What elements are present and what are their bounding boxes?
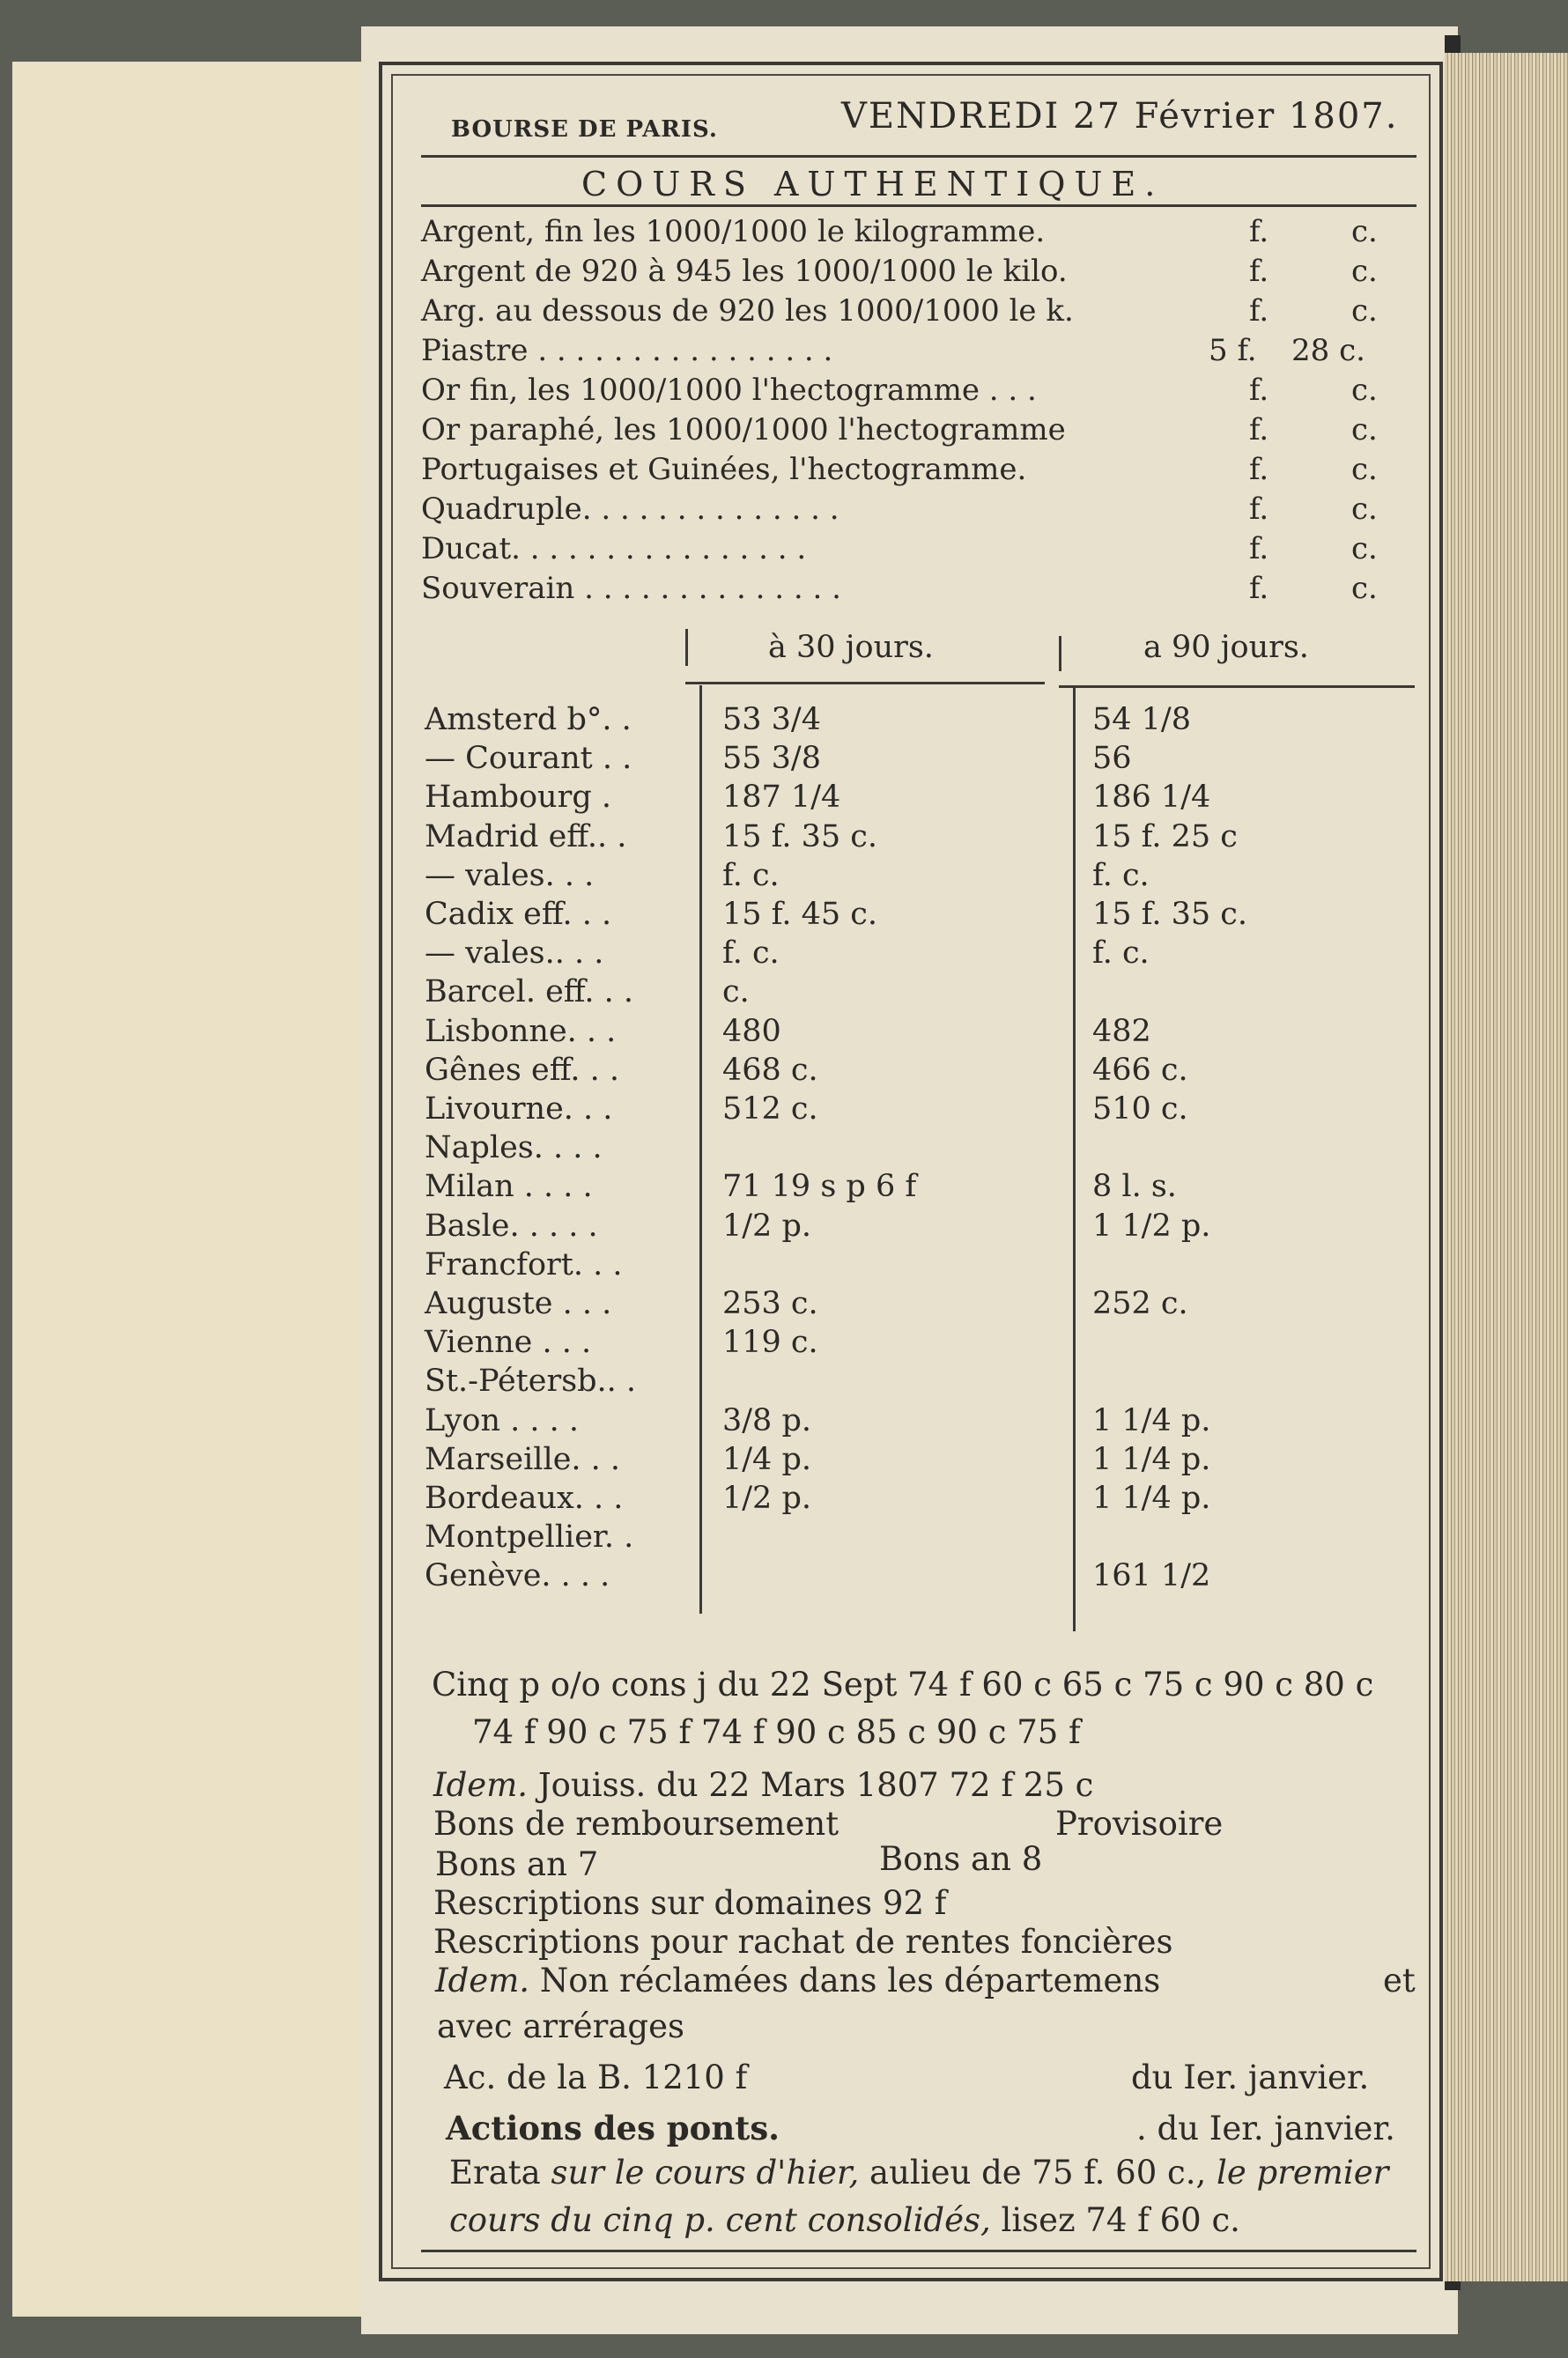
exchange-place: Montpellier. . — [425, 1519, 634, 1555]
rate-30-days: 253 c. — [722, 1286, 818, 1321]
metal-label: Portugaises et Guinées, l'hectogramme. — [421, 452, 1027, 487]
exchange-place: Gênes eff. . . — [425, 1053, 619, 1088]
metal-label: Ducat. . . . . . . . . . . . . . . . — [421, 531, 807, 566]
rate-30-days: 3/8 p. — [722, 1403, 811, 1438]
bottom-rule — [421, 2250, 1416, 2252]
rate-30-days: 71 19 s p 6 f — [722, 1169, 917, 1204]
col-90-header: a 90 jours. — [1143, 630, 1309, 665]
rate-90-days: f. c. — [1092, 858, 1150, 893]
rate-30-days: 1/2 p. — [722, 1481, 811, 1516]
rate-30-days: 119 c. — [722, 1325, 818, 1360]
metal-label: Or paraphé, les 1000/1000 l'hectogramme — [421, 412, 1066, 447]
errata-lisez: lisez 74 f 60 c. — [1001, 2201, 1240, 2239]
metal-label: Souverain . . . . . . . . . . . . . . — [421, 571, 841, 606]
exchange-place: Madrid eff.. . — [425, 819, 627, 854]
metal-centimes: c. — [1351, 452, 1378, 487]
header-right: VENDREDI 27 Février 1807. — [841, 96, 1399, 137]
non-reclamees-text: Non réclamées dans les départemens — [539, 1962, 1161, 1999]
page-edges — [1445, 53, 1568, 2281]
exchange-place: St.-Pétersb.. . — [425, 1364, 637, 1399]
exchange-place: — vales.. . . — [425, 935, 604, 971]
exchange-place: Marseille. . . — [425, 1442, 621, 1477]
metal-francs: f. — [1249, 412, 1269, 447]
et-word: et — [1383, 1962, 1416, 1999]
rate-90-days: 161 1/2 — [1092, 1558, 1211, 1593]
rescriptions-domaines: Rescriptions sur domaines 92 f — [433, 1884, 947, 1922]
metal-centimes: c. — [1351, 531, 1378, 566]
title-rule — [421, 204, 1416, 207]
exchange-place: — Courant . . — [425, 741, 632, 776]
actions-des-ponts: Actions des ponts. — [446, 2109, 780, 2147]
metal-centimes: c. — [1351, 293, 1378, 329]
rate-30-days: 1/2 p. — [722, 1209, 811, 1244]
errata-premier: le premier — [1217, 2154, 1389, 2192]
actions-ponts-date: . du Ier. janvier. — [1136, 2110, 1395, 2147]
metal-francs: f. — [1249, 452, 1269, 487]
rate-90-days: 1 1/4 p. — [1092, 1442, 1211, 1477]
errata-line-2 — [449, 2201, 1240, 2239]
header-left: BOURSE DE PARIS. — [451, 116, 718, 143]
action-banque: Ac. de la B. 1210 f — [444, 2059, 748, 2096]
rescriptions-rachat: Rescriptions pour rachat de rentes foncières — [433, 1923, 1173, 1961]
col-30-header: à 30 jours. — [768, 630, 934, 665]
rate-30-days: 15 f. 35 c. — [722, 819, 878, 854]
col-divider-top-right — [1059, 636, 1061, 671]
rate-30-days: 15 f. 45 c. — [722, 897, 878, 932]
metal-centimes: 28 c. — [1291, 333, 1365, 368]
idem-jouiss-text: Jouiss. du 22 Mars 1807 72 f 25 c — [537, 1766, 1094, 1804]
rate-30-days: 512 c. — [722, 1091, 818, 1127]
rate-90-days: 1 1/4 p. — [1092, 1403, 1211, 1438]
rate-90-days: 466 c. — [1092, 1053, 1188, 1088]
metal-francs: f. — [1249, 571, 1269, 606]
bons-an-8: Bons an 8 — [879, 1840, 1043, 1878]
exchange-place: Livourne. . . — [425, 1091, 613, 1127]
metal-francs: f. — [1249, 373, 1269, 408]
rate-30-days: c. — [722, 974, 750, 1009]
exchange-place: Cadix eff. . . — [425, 897, 612, 932]
metal-francs: f. — [1249, 492, 1269, 527]
bons-an-7: Bons an 7 — [435, 1845, 599, 1883]
metal-centimes: c. — [1351, 571, 1378, 606]
col-divider-top-left — [685, 629, 688, 666]
bons-remboursement: Bons de remboursement — [433, 1805, 839, 1843]
rate-90-days: 252 c. — [1092, 1286, 1188, 1321]
provisoire: Provisoire — [1055, 1805, 1224, 1843]
idem-non-reclamees — [435, 1964, 1160, 1997]
exchange-place: Francfort. . . — [425, 1247, 623, 1282]
exchange-place: — vales. . . — [425, 858, 595, 893]
rate-30-days: 55 3/8 — [722, 741, 821, 776]
metal-francs: f. — [1249, 531, 1269, 566]
metal-label: Or fin, les 1000/1000 l'hectogramme . . . — [421, 373, 1037, 408]
exchange-place: Vienne . . . — [425, 1325, 592, 1360]
exchange-place: Lyon . . . . — [425, 1403, 580, 1438]
col-divider-right — [1073, 687, 1076, 1631]
idem-jouiss-line — [433, 1766, 1094, 1804]
errata-line-1 — [449, 2154, 1389, 2192]
metal-label: Argent, fin les 1000/1000 le kilogramme. — [421, 214, 1046, 249]
rate-90-days: f. c. — [1092, 935, 1150, 971]
title: COURS AUTHENTIQUE. — [581, 165, 1165, 203]
idem-label-2: Idem. — [435, 1962, 530, 1999]
metal-francs: f. — [1249, 254, 1269, 289]
rate-90-days: 482 — [1092, 1014, 1151, 1049]
cinq-line-1: Cinq p o/o cons j du 22 Sept 74 f 60 c 65 c 75 c 90 c 80 c — [432, 1666, 1374, 1704]
rate-90-days: 8 l. s. — [1092, 1169, 1177, 1204]
rate-90-days: 54 1/8 — [1092, 702, 1191, 737]
rate-30-days: f. c. — [722, 858, 780, 893]
exchange-place: Naples. . . . — [425, 1130, 603, 1165]
rate-90-days: 510 c. — [1092, 1091, 1188, 1127]
rate-90-days: 15 f. 35 c. — [1092, 897, 1248, 932]
metal-centimes: c. — [1351, 412, 1378, 447]
metal-label: Piastre . . . . . . . . . . . . . . . . — [421, 333, 833, 368]
metal-centimes: c. — [1351, 373, 1378, 408]
metal-label: Arg. au dessous de 920 les 1000/1000 le k. — [421, 293, 1074, 329]
metal-francs: 5 f. — [1209, 333, 1257, 368]
metal-francs: f. — [1249, 214, 1269, 249]
metal-label: Quadruple. . . . . . . . . . . . . . — [421, 492, 839, 527]
rate-90-days: 186 1/4 — [1092, 780, 1211, 815]
rate-30-days: 187 1/4 — [722, 780, 841, 815]
exchange-place: Auguste . . . — [425, 1286, 612, 1321]
cinq-line-2: 74 f 90 c 75 f 74 f 90 c 85 c 90 c 75 f — [472, 1713, 1081, 1751]
exchange-place: Amsterd b°. . — [425, 702, 632, 737]
metal-centimes: c. — [1351, 254, 1378, 289]
exchange-place: Genève. . . . — [425, 1558, 610, 1593]
rate-30-days: 480 — [722, 1014, 781, 1049]
exchange-place: Hambourg . — [425, 780, 611, 815]
col-divider-left — [699, 685, 702, 1614]
rate-90-days: 1 1/4 p. — [1092, 1481, 1211, 1516]
errata-cours: cours du cinq p. cent consolidés, — [449, 2201, 991, 2239]
metal-francs: f. — [1249, 293, 1269, 329]
rate-30-days: 53 3/4 — [722, 702, 821, 737]
exchange-place: Lisbonne. . . — [425, 1014, 617, 1049]
errata-word: Erata — [449, 2154, 541, 2192]
metal-centimes: c. — [1351, 214, 1378, 249]
exchange-place: Barcel. eff. . . — [425, 974, 634, 1009]
header-rule — [421, 155, 1416, 158]
errata-aulieu: aulieu de 75 f. 60 c., — [869, 2154, 1207, 2192]
rate-30-days: f. c. — [722, 935, 780, 971]
idem-label: Idem. — [433, 1766, 529, 1804]
metal-label: Argent de 920 à 945 les 1000/1000 le kilo. — [421, 254, 1068, 289]
avec-arrerages: avec arrérages — [437, 2007, 684, 2045]
rate-90-days: 15 f. 25 c — [1092, 819, 1238, 854]
rate-90-days: 1 1/2 p. — [1092, 1209, 1211, 1244]
errata-hier: sur le cours d'hier, — [551, 2154, 860, 2192]
metal-centimes: c. — [1351, 492, 1378, 527]
left-blank-page — [12, 62, 366, 2317]
action-banque-date: du Ier. janvier. — [1131, 2059, 1370, 2096]
col-90-rule — [1059, 685, 1415, 688]
exchange-place: Basle. . . . . — [425, 1209, 598, 1244]
rate-30-days: 1/4 p. — [722, 1442, 811, 1477]
rate-90-days: 56 — [1092, 741, 1132, 776]
rate-30-days: 468 c. — [722, 1053, 818, 1088]
exchange-place: Bordeaux. . . — [425, 1481, 624, 1516]
col-30-rule — [685, 682, 1045, 684]
exchange-place: Milan . . . . — [425, 1169, 593, 1204]
